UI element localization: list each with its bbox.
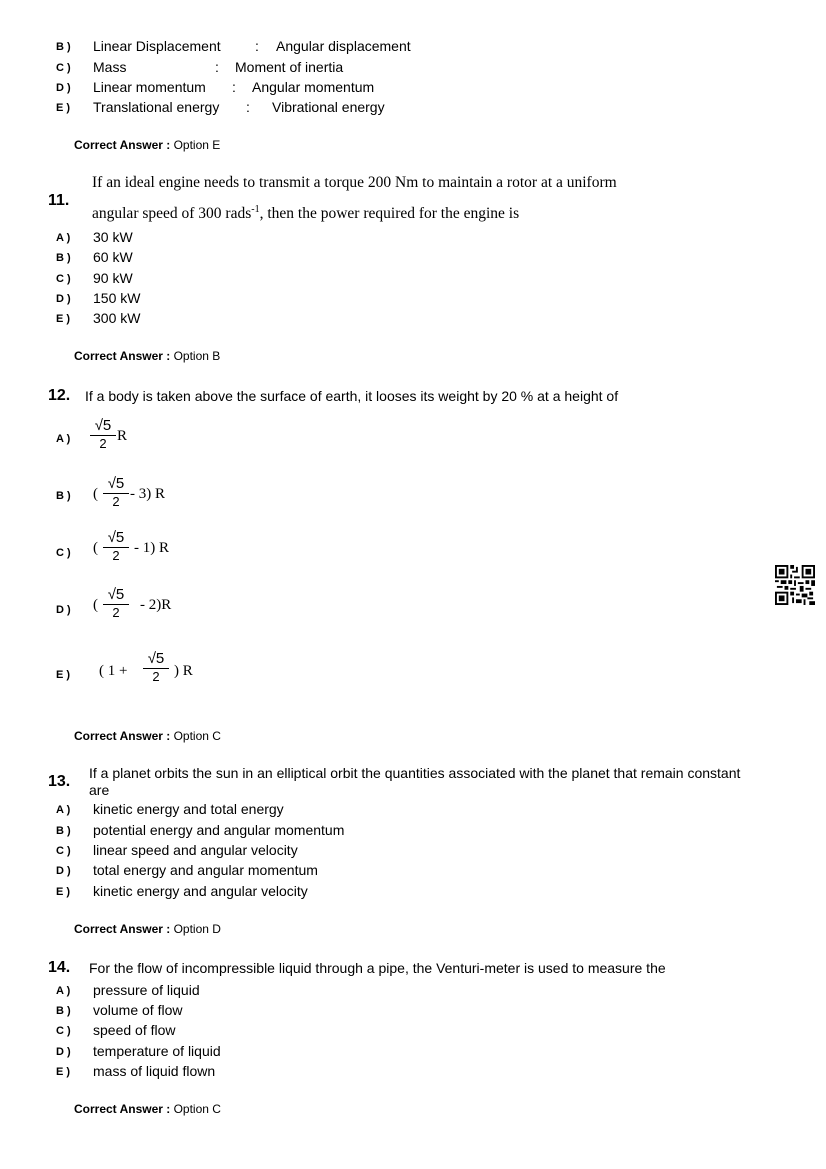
option-label: C ) <box>56 273 71 285</box>
correct-answer <box>74 729 221 743</box>
correct-answer-value: Option C <box>173 1102 221 1116</box>
option-text-right: Moment of inertia <box>235 59 344 75</box>
option-label: D ) <box>56 293 71 305</box>
correct-answer-label: Correct Answer : <box>74 922 171 936</box>
correct-answer <box>74 922 221 936</box>
option-suffix: - 2)R <box>140 597 172 613</box>
option-label: E ) <box>56 669 71 681</box>
correct-answer-value: Option E <box>173 138 221 152</box>
option-text: total energy and angular momentum <box>93 862 318 878</box>
option-text-right: Angular displacement <box>276 38 411 54</box>
option-prefix: ( 1 + <box>99 663 128 679</box>
correct-answer-label: Correct Answer : <box>74 1102 171 1116</box>
option-suffix: ) R <box>174 663 193 679</box>
correct-answer-label: Correct Answer : <box>74 729 171 743</box>
option-text: 60 kW <box>93 249 133 265</box>
fraction-sqrt5-over-2: √5 2 <box>103 529 129 563</box>
option-label: A ) <box>56 804 71 816</box>
option-suffix: R <box>117 428 128 444</box>
option-text: 30 kW <box>93 229 133 245</box>
option-label: E ) <box>56 102 71 114</box>
fraction-sqrt5-over-2: √5 2 <box>103 475 129 509</box>
correct-answer-value: Option B <box>173 349 221 363</box>
option-text: pressure of liquid <box>93 982 200 998</box>
fraction-sqrt5-over-2: √5 2 <box>143 650 169 684</box>
option-label: B ) <box>56 41 71 53</box>
option-label: A ) <box>56 232 71 244</box>
option-separator: : <box>232 79 236 95</box>
option-prefix: ( <box>93 486 98 502</box>
question-text-line-2: are <box>89 782 110 798</box>
option-text: temperature of liquid <box>93 1043 221 1059</box>
qr-code-icon <box>775 565 815 605</box>
correct-answer <box>74 349 220 363</box>
correct-answer-value: Option D <box>173 922 221 936</box>
option-text-left: Mass <box>93 59 127 75</box>
option-text: volume of flow <box>93 1002 183 1018</box>
option-text: mass of liquid flown <box>93 1063 216 1079</box>
question-text-line-1: If an ideal engine needs to transmit a torque 200 Nm to maintain a rotor at a uniform <box>92 174 617 191</box>
question-number: 12. <box>48 387 71 404</box>
option-text: 150 kW <box>93 290 141 306</box>
question-text-line-2: angular speed of 300 rads$^{-1}$, then the power required for the engine is <box>92 204 520 223</box>
option-text: potential energy and angular momentum <box>93 822 345 838</box>
option-prefix: ( <box>93 540 98 556</box>
option-label: C ) <box>56 547 71 559</box>
correct-answer-label: Correct Answer : <box>74 349 171 363</box>
option-separator: : <box>215 59 219 75</box>
correct-answer-label: Correct Answer : <box>74 138 171 152</box>
option-text: 90 kW <box>93 270 133 286</box>
question-number: 11. <box>48 192 70 209</box>
option-label: B ) <box>56 1005 71 1017</box>
option-text-left: Linear Displacement <box>93 38 221 54</box>
option-label: C ) <box>56 1025 71 1037</box>
option-label: A ) <box>56 433 71 445</box>
option-label: D ) <box>56 604 71 616</box>
fraction-sqrt5-over-2: √5 2 <box>90 417 116 451</box>
option-text-right: Vibrational energy <box>272 99 385 115</box>
option-label: C ) <box>56 62 71 74</box>
option-separator: : <box>246 99 250 115</box>
correct-answer <box>74 1102 221 1116</box>
option-separator: : <box>255 38 259 54</box>
option-label: E ) <box>56 313 71 325</box>
option-label: E ) <box>56 1066 71 1078</box>
option-text-right: Angular momentum <box>252 79 375 95</box>
option-text: kinetic energy and angular velocity <box>93 883 308 899</box>
question-number: 13. <box>48 773 71 790</box>
option-suffix: - 3) R <box>130 486 165 502</box>
question-text-line-1: If a planet orbits the sun in an elliptical orbit the quantities associated with the planet that remain constant <box>89 765 741 781</box>
correct-answer <box>74 138 220 152</box>
option-label: B ) <box>56 825 71 837</box>
option-text: kinetic energy and total energy <box>93 801 284 817</box>
question-text: If a body is taken above the surface of earth, it looses its weight by 20 % at a height of <box>85 388 619 404</box>
option-suffix: - 1) R <box>134 540 169 556</box>
option-label: B ) <box>56 252 71 264</box>
option-label: C ) <box>56 845 71 857</box>
option-text: linear speed and angular velocity <box>93 842 298 858</box>
option-prefix: ( <box>93 597 98 613</box>
option-text-left: Translational energy <box>93 99 220 115</box>
option-text: 300 kW <box>93 310 141 326</box>
option-label: A ) <box>56 985 71 997</box>
correct-answer-value: Option C <box>173 729 221 743</box>
option-text: speed of flow <box>93 1022 176 1038</box>
option-label: D ) <box>56 865 71 877</box>
option-label: D ) <box>56 1046 71 1058</box>
option-label: E ) <box>56 886 71 898</box>
fraction-sqrt5-over-2: √5 2 <box>103 586 129 620</box>
question-text: For the flow of incompressible liquid through a pipe, the Venturi-meter is used to measure the <box>89 960 666 976</box>
option-label: B ) <box>56 490 71 502</box>
option-text-left: Linear momentum <box>93 79 206 95</box>
option-label: D ) <box>56 82 71 94</box>
question-number: 14. <box>48 959 71 976</box>
